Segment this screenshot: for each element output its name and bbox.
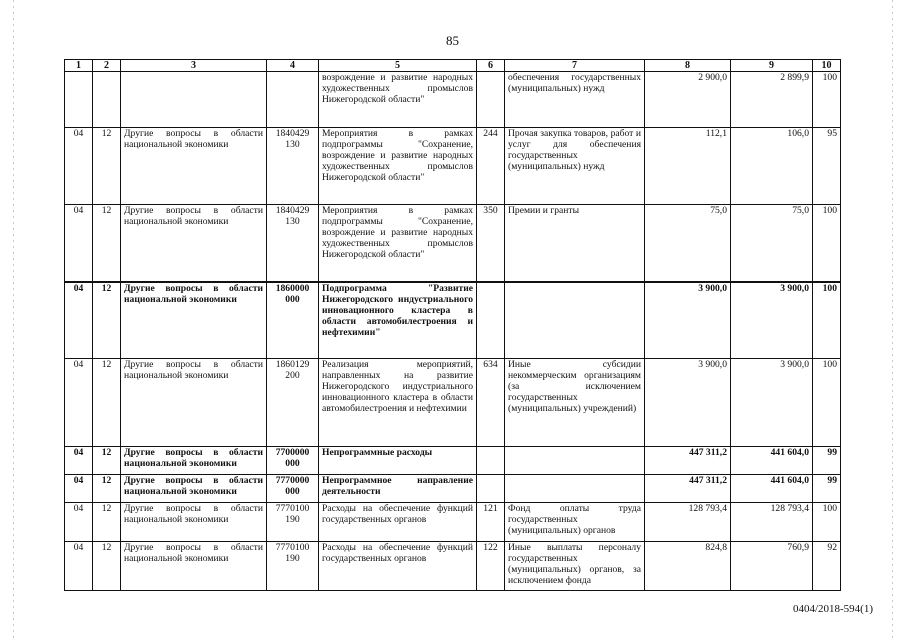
execution-percent-cell: 99 (813, 475, 841, 503)
section-name-cell: Другие вопросы в области национальной экономики (121, 359, 267, 447)
table-row (65, 72, 841, 128)
table-row (65, 447, 841, 475)
section-name-cell: Другие вопросы в области национальной экономики (121, 282, 267, 359)
execution-percent-cell: 100 (813, 205, 841, 282)
subsection-code-cell: 12 (93, 282, 121, 359)
column-header: 7 (505, 60, 645, 72)
column-header: 1 (65, 60, 93, 72)
actual-amount-cell: 75,0 (731, 205, 813, 282)
section-code-cell: 04 (65, 447, 93, 475)
planned-amount-cell: 3 900,0 (645, 359, 731, 447)
section-code-cell: 04 (65, 503, 93, 542)
expense-type-name-cell (505, 282, 645, 359)
planned-amount-cell: 112,1 (645, 128, 731, 205)
target-article-cell: 1840429 130 (267, 128, 319, 205)
section-code-cell: 04 (65, 475, 93, 503)
program-name-cell: Мероприятия в рамках подпрограммы "Сохранение, возрождение и развитие народных художественных промыслов Нижегородской области" (319, 205, 477, 282)
program-name-cell: Расходы на обеспечение функций государственных органов (319, 503, 477, 542)
actual-amount-cell: 3 900,0 (731, 359, 813, 447)
section-name-cell (121, 72, 267, 128)
expense-type-code-cell: 121 (477, 503, 505, 542)
section-name-cell: Другие вопросы в области национальной экономики (121, 205, 267, 282)
column-header: 6 (477, 60, 505, 72)
subsection-code-cell: 12 (93, 128, 121, 205)
actual-amount-cell: 128 793,4 (731, 503, 813, 542)
subsection-code-cell (93, 72, 121, 128)
section-code-cell: 04 (65, 205, 93, 282)
column-header: 5 (319, 60, 477, 72)
scan-edge-right (892, 0, 893, 640)
actual-amount-cell: 2 899,9 (731, 72, 813, 128)
planned-amount-cell: 447 311,2 (645, 447, 731, 475)
subsection-code-cell: 12 (93, 359, 121, 447)
expense-type-name-cell: обеспечения государственных (муниципальных) нужд (505, 72, 645, 128)
execution-percent-cell: 100 (813, 359, 841, 447)
execution-percent-cell: 99 (813, 447, 841, 475)
execution-percent-cell: 95 (813, 128, 841, 205)
execution-percent-cell: 100 (813, 503, 841, 542)
program-name-cell: Расходы на обеспечение функций государственных органов (319, 542, 477, 591)
column-header: 10 (813, 60, 841, 72)
expense-type-code-cell: 350 (477, 205, 505, 282)
planned-amount-cell: 447 311,2 (645, 475, 731, 503)
section-name-cell: Другие вопросы в области национальной экономики (121, 542, 267, 591)
section-code-cell: 04 (65, 359, 93, 447)
column-header: 2 (93, 60, 121, 72)
actual-amount-cell: 441 604,0 (731, 475, 813, 503)
expense-type-name-cell (505, 475, 645, 503)
target-article-cell: 7770100 190 (267, 542, 319, 591)
section-code-cell: 04 (65, 282, 93, 359)
table-row (65, 128, 841, 205)
section-name-cell: Другие вопросы в области национальной экономики (121, 475, 267, 503)
expense-type-code-cell (477, 447, 505, 475)
table-row (65, 205, 841, 282)
expense-type-code-cell: 244 (477, 128, 505, 205)
target-article-cell (267, 72, 319, 128)
page-number: 85 (446, 33, 459, 48)
expense-type-code-cell (477, 475, 505, 503)
execution-percent-cell: 92 (813, 542, 841, 591)
program-name-cell: возрождение и развитие народных художественных промыслов Нижегородской области" (319, 72, 477, 128)
table-header-row (65, 60, 841, 72)
target-article-cell: 1860129 200 (267, 359, 319, 447)
execution-percent-cell: 100 (813, 72, 841, 128)
section-name-cell: Другие вопросы в области национальной экономики (121, 503, 267, 542)
expense-type-code-cell (477, 282, 505, 359)
section-code-cell: 04 (65, 542, 93, 591)
section-code-cell (65, 72, 93, 128)
expense-type-name-cell: Иные субсидии некоммерческим организациям (за исключением государственных (муниципальных) учреждений) (505, 359, 645, 447)
planned-amount-cell: 128 793,4 (645, 503, 731, 542)
planned-amount-cell: 2 900,0 (645, 72, 731, 128)
subsection-code-cell: 12 (93, 503, 121, 542)
table-row (65, 282, 841, 359)
column-header: 8 (645, 60, 731, 72)
subsection-code-cell: 12 (93, 542, 121, 591)
section-name-cell: Другие вопросы в области национальной экономики (121, 447, 267, 475)
target-article-cell: 1840429 130 (267, 205, 319, 282)
program-name-cell: Реализация мероприятий, направленных на развитие Нижегородского индустриального инновационного кластера в области автомобилестроения и нефтехимии (319, 359, 477, 447)
actual-amount-cell: 760,9 (731, 542, 813, 591)
column-header: 3 (121, 60, 267, 72)
table-body (65, 72, 841, 591)
target-article-cell: 7770000 000 (267, 475, 319, 503)
expense-type-code-cell (477, 72, 505, 128)
actual-amount-cell: 3 900,0 (731, 282, 813, 359)
program-name-cell: Непрограммные расходы (319, 447, 477, 475)
column-header: 9 (731, 60, 813, 72)
expense-type-code-cell: 122 (477, 542, 505, 591)
actual-amount-cell: 106,0 (731, 128, 813, 205)
execution-percent-cell: 100 (813, 282, 841, 359)
section-code-cell: 04 (65, 128, 93, 205)
section-name-cell: Другие вопросы в области национальной экономики (121, 128, 267, 205)
actual-amount-cell: 441 604,0 (731, 447, 813, 475)
table-row (65, 475, 841, 503)
scan-edge-left (13, 0, 14, 640)
table-row (65, 503, 841, 542)
expense-type-name-cell: Прочая закупка товаров, работ и услуг для обеспечения государственных (муниципальных) нужд (505, 128, 645, 205)
table-row (65, 359, 841, 447)
expense-type-name-cell: Фонд оплаты труда государственных (муниципальных) органов (505, 503, 645, 542)
expense-type-name-cell (505, 447, 645, 475)
planned-amount-cell: 824,8 (645, 542, 731, 591)
program-name-cell: Подпрограмма "Развитие Нижегородского индустриального инновационного кластера в области автомобилестроения и нефтехимии" (319, 282, 477, 359)
target-article-cell: 1860000 000 (267, 282, 319, 359)
target-article-cell: 7700000 000 (267, 447, 319, 475)
column-header: 4 (267, 60, 319, 72)
planned-amount-cell: 75,0 (645, 205, 731, 282)
target-article-cell: 7770100 190 (267, 503, 319, 542)
expense-type-name-cell: Премии и гранты (505, 205, 645, 282)
expense-type-code-cell: 634 (477, 359, 505, 447)
subsection-code-cell: 12 (93, 205, 121, 282)
table-row (65, 542, 841, 591)
planned-amount-cell: 3 900,0 (645, 282, 731, 359)
budget-table (64, 59, 841, 591)
program-name-cell: Мероприятия в рамках подпрограммы "Сохранение, возрождение и развитие народных художественных промыслов Нижегородской области" (319, 128, 477, 205)
program-name-cell: Непрограммное направление деятельности (319, 475, 477, 503)
subsection-code-cell: 12 (93, 475, 121, 503)
subsection-code-cell: 12 (93, 447, 121, 475)
expense-type-name-cell: Иные выплаты персоналу государственных (муниципальных) органов, за исключением фонда (505, 542, 645, 591)
document-code: 0404/2018-594(1) (792, 603, 873, 615)
